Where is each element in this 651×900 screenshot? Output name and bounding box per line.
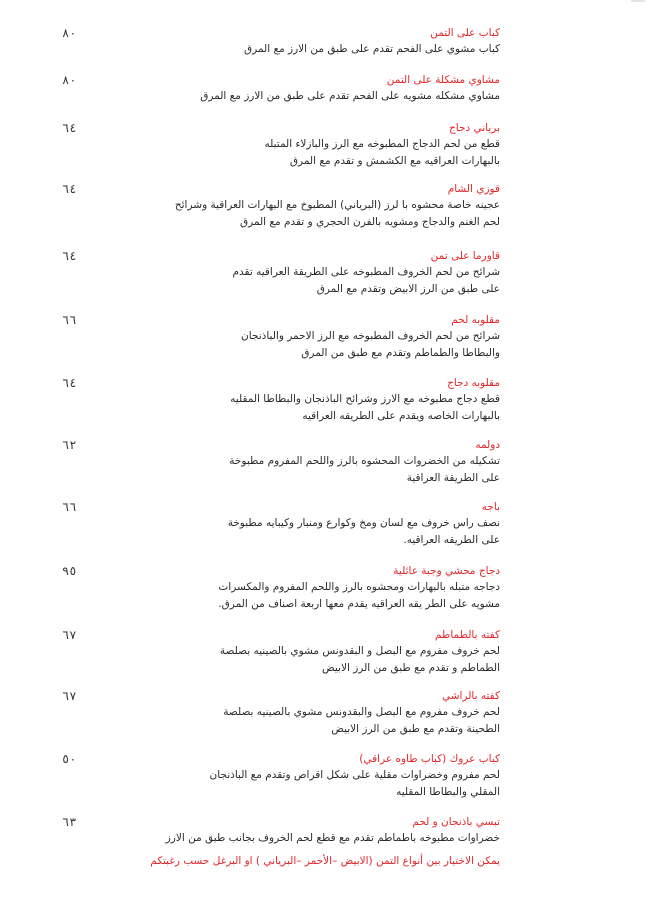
item-text — [60, 815, 500, 847]
item-description-line: لحم مفروم وخضراوات مقلية على شكل اقراص وتقدم مع الباذنجان — [209, 769, 500, 781]
menu-item — [60, 689, 500, 738]
item-text — [60, 438, 500, 487]
item-text — [60, 628, 500, 677]
item-description-line: قطع دجاج مطبوخه مع الارز وشرائح الباذنجان والبطاطا المقليه — [230, 393, 500, 405]
item-price: ٥٠ — [62, 752, 77, 766]
item-price: ٦٢ — [62, 438, 77, 452]
item-text — [60, 376, 500, 425]
item-description-line: تشكيله من الخضروات المحشوه بالرز واللحم المفروم مطبوخة — [229, 455, 500, 467]
item-text — [60, 752, 500, 801]
menu-item — [60, 815, 500, 847]
menu-item — [60, 249, 500, 298]
item-description-line: على الطريقة العراقية — [406, 472, 500, 484]
item-price: ٦٤ — [62, 121, 77, 135]
item-description-line: مشويه على الطر يقه العراقيه يقدم معها اربعة اصناف من المرق. — [218, 598, 500, 610]
item-description-line: لحم خروف مفروم مع البصل والبقدونس مشوي بالصينيه بصلصة — [223, 706, 500, 718]
menu-item — [60, 313, 500, 362]
item-description-line: لحم الغنم والدجاج ومشويه بالفرن الحجري و تقدم مع المرق — [239, 216, 500, 228]
item-description-line: كباب مشوي على الفحم تقدم على طبق من الارز مع المرق — [244, 43, 500, 55]
item-name: باجه — [481, 501, 500, 513]
item-name: مشاوي مشكلة على التمن — [386, 74, 500, 86]
item-price: ٦٤ — [62, 182, 77, 196]
item-description-line: لحم خروف مفروم مع البصل و البقدونس مشوي بالصينيه بصلصة — [219, 645, 500, 657]
menu-item — [60, 752, 500, 801]
item-price: ٦٦ — [62, 500, 77, 514]
item-description-line: على طبق من الرز الابيض وتقدم مع المرق — [316, 283, 500, 295]
rice-choice-note: يمكن الاختيار بين أنواع التمن (الابيض –الأحمر –البرياني ) او البرغل حسب رغبتكم — [150, 855, 500, 867]
item-name: قوزي الشام — [447, 183, 500, 195]
item-name: تبسي باذنجان و لحم — [412, 816, 500, 828]
item-price: ٦٧ — [62, 689, 77, 703]
item-text — [60, 689, 500, 738]
item-price: ٦٦ — [62, 313, 77, 327]
item-description-line: دجاجه متبله بالبهارات ومحشوه بالرز واللحم المفروم والمكسرات — [218, 581, 500, 593]
item-price: ٦٤ — [62, 376, 77, 390]
item-text — [60, 73, 500, 105]
item-price: ٨٠ — [62, 26, 77, 40]
item-text — [60, 313, 500, 362]
item-text — [60, 500, 500, 549]
item-description-line: المقلي والبطاطا المقليه — [396, 786, 500, 798]
item-description-line: الطحينة وتقدم مع طبق من الرز الابيض — [331, 723, 500, 735]
item-description-line: على الطريقه العراقيه. — [403, 534, 500, 546]
item-name: برياني دجاج — [449, 122, 500, 134]
item-description-line: قطع من لحم الدجاج المطبوخه مع الرز والبازلاء المتبله — [264, 138, 500, 150]
item-name: كباب على التمن — [430, 27, 500, 39]
item-description-line: نصف راس خروف مع لسان ومخ وكوارع ومنبار وكيبايه مطبوخة — [227, 517, 500, 529]
item-name: دجاج محشي وجبة عائلية — [393, 565, 500, 577]
menu-item — [60, 73, 500, 105]
menu-item — [60, 26, 500, 58]
item-description-line: بالبهارات الخاصه ويقدم على الطريقه العراقيه — [302, 410, 500, 422]
item-price: ٦٧ — [62, 628, 77, 642]
menu-item — [60, 182, 500, 231]
item-description-line: مشاوي مشكله مشويه على الفحم تقدم على طبق من الارز مع المرق — [200, 90, 500, 102]
item-price: ٩٥ — [62, 564, 77, 578]
item-description-line: بالبهارات العراقيه مع الكشمش و تقدم مع المرق — [289, 155, 500, 167]
item-name: قاورما على تمن — [430, 250, 500, 262]
item-price: ٦٣ — [62, 815, 77, 829]
menu-item — [60, 121, 500, 170]
item-text — [60, 182, 500, 231]
item-name: كباب عروك (كباب طاوه عراقي) — [359, 753, 500, 765]
item-text — [60, 26, 500, 58]
item-name: كفته بالراشي — [441, 690, 500, 702]
item-price: ٦٤ — [62, 249, 77, 263]
item-text — [60, 564, 500, 613]
item-name: مقلوبه دجاج — [447, 377, 500, 389]
menu-item — [60, 628, 500, 677]
item-text — [60, 249, 500, 298]
item-price: ٨٠ — [62, 73, 77, 87]
menu-item — [60, 376, 500, 425]
item-name: كفته بالطماطم — [435, 629, 500, 641]
menu-item — [60, 500, 500, 549]
item-name: دولمه — [475, 439, 500, 451]
item-description-line: خضراوات مطبوخه باطماطم تقدم مع قطع لحم الخروف بجانب طبق من الارز — [165, 832, 500, 844]
item-description-line: شرائح من لحم الخروف المطبوخه على الطريقة العراقيه تقدم — [232, 266, 500, 278]
item-description-line: عجينه خاصة محشوه با لرز (البرياني) المطبوخ مع البهارات العراقية وشرائح — [174, 199, 500, 211]
menu-item — [60, 438, 500, 487]
item-description-line: شرائح من لحم الخروف المطبوخه مع الرز الاحمر والباذنجان — [241, 330, 500, 342]
item-text — [60, 121, 500, 170]
menu-item — [60, 564, 500, 613]
item-description-line: والبطاطا والطماطم وتقدم مع طبق من المرق — [301, 347, 500, 359]
item-description-line: الطماطم و تقدم مع طبق من الرز الابيض — [322, 662, 500, 674]
item-name: مقلوبه لحم — [451, 314, 500, 326]
